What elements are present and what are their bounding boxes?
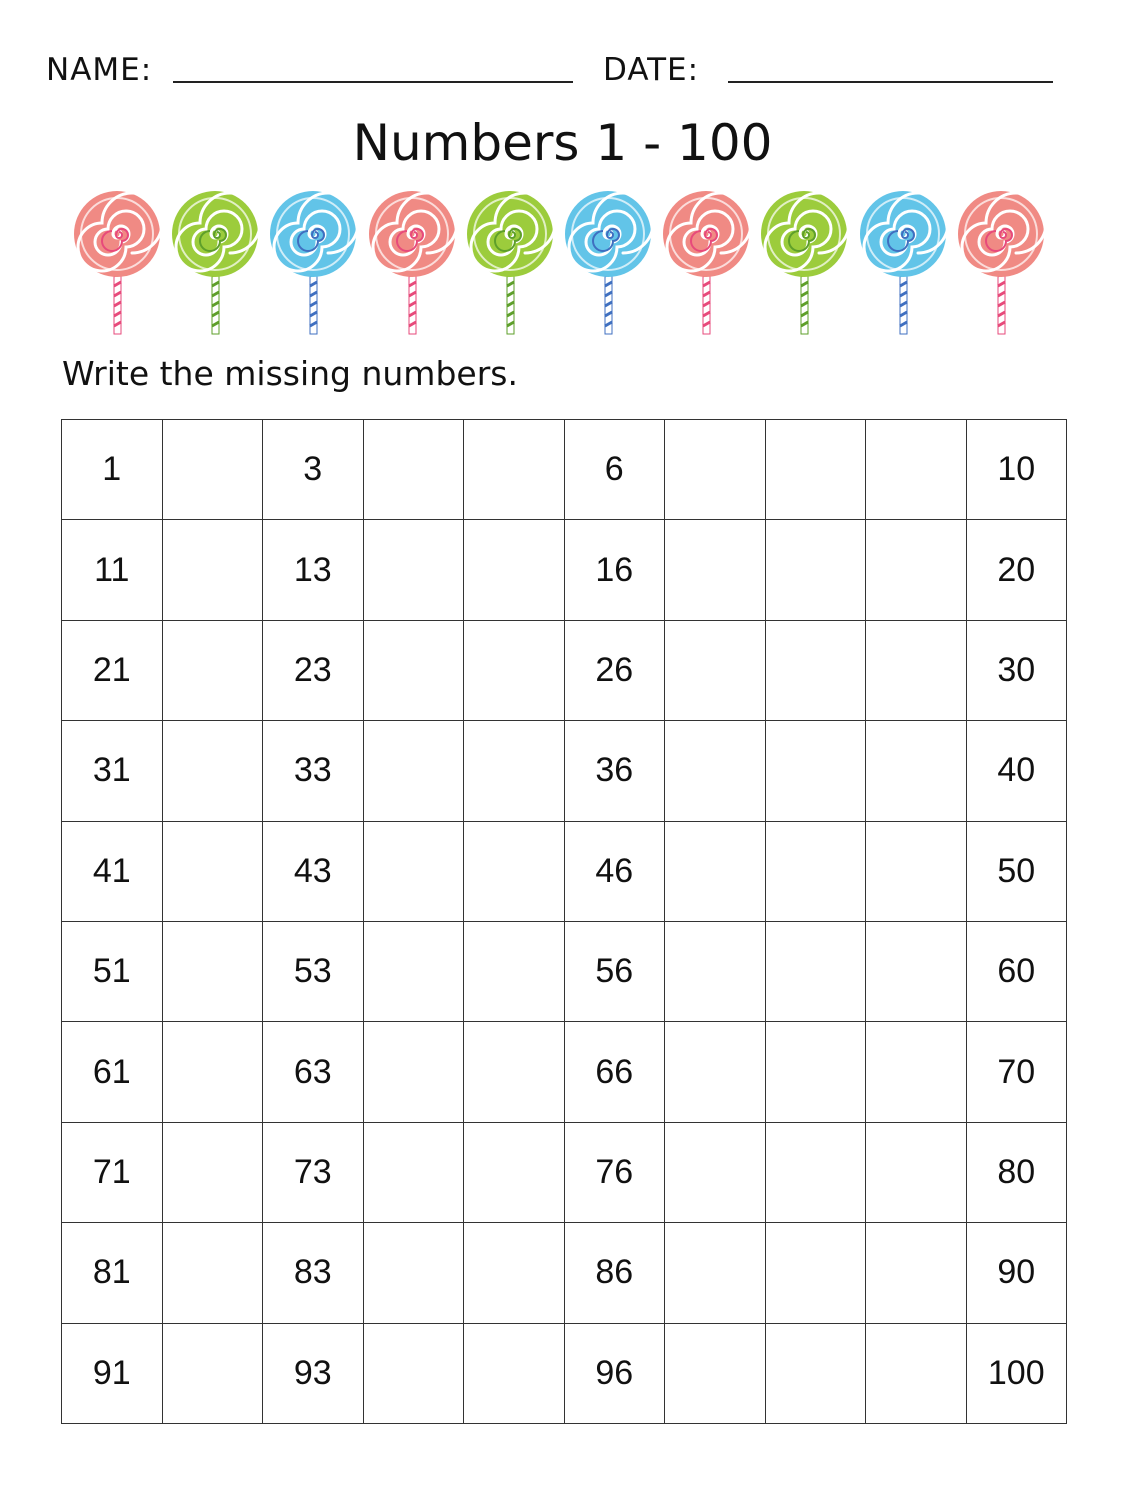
table-row: [62, 721, 1067, 821]
number-cell: 100: [966, 1323, 1067, 1423]
number-cell: 41: [62, 821, 163, 921]
number-cell: 70: [966, 1022, 1067, 1122]
table-row: [62, 821, 1067, 921]
number-cell: 3: [263, 420, 364, 520]
blank-cell[interactable]: [464, 420, 565, 520]
blank-cell[interactable]: [765, 821, 866, 921]
lollipop-row: [70, 188, 1055, 340]
lollipop-icon: [463, 188, 559, 340]
blank-cell[interactable]: [363, 721, 464, 821]
table-row: [62, 1022, 1067, 1122]
number-cell: 33: [263, 721, 364, 821]
number-cell: 30: [966, 620, 1067, 720]
blank-cell[interactable]: [765, 1122, 866, 1222]
blank-cell[interactable]: [665, 1323, 766, 1423]
date-label: DATE:: [603, 52, 700, 88]
blank-cell[interactable]: [665, 1022, 766, 1122]
blank-cell[interactable]: [765, 1022, 866, 1122]
blank-cell[interactable]: [665, 921, 766, 1021]
number-cell: 56: [564, 921, 665, 1021]
table-row: [62, 1223, 1067, 1323]
number-cell: 80: [966, 1122, 1067, 1222]
blank-cell[interactable]: [162, 821, 263, 921]
number-cell: 86: [564, 1223, 665, 1323]
number-cell: 36: [564, 721, 665, 821]
blank-cell[interactable]: [162, 1323, 263, 1423]
blank-cell[interactable]: [162, 1022, 263, 1122]
blank-cell[interactable]: [866, 1022, 967, 1122]
number-cell: 73: [263, 1122, 364, 1222]
number-cell: 16: [564, 520, 665, 620]
blank-cell[interactable]: [464, 921, 565, 1021]
blank-cell[interactable]: [464, 520, 565, 620]
blank-cell[interactable]: [765, 921, 866, 1021]
table-row: [62, 420, 1067, 520]
blank-cell[interactable]: [162, 921, 263, 1021]
blank-cell[interactable]: [665, 620, 766, 720]
number-cell: 6: [564, 420, 665, 520]
blank-cell[interactable]: [464, 1223, 565, 1323]
blank-cell[interactable]: [866, 821, 967, 921]
number-cell: 96: [564, 1323, 665, 1423]
blank-cell[interactable]: [363, 1323, 464, 1423]
date-field-line[interactable]: [728, 81, 1053, 83]
blank-cell[interactable]: [363, 921, 464, 1021]
blank-cell[interactable]: [765, 420, 866, 520]
blank-cell[interactable]: [866, 420, 967, 520]
lollipop-icon: [561, 188, 657, 340]
number-cell: 66: [564, 1022, 665, 1122]
table-row: [62, 620, 1067, 720]
blank-cell[interactable]: [464, 1122, 565, 1222]
table-row: [62, 520, 1067, 620]
lollipop-icon: [266, 188, 362, 340]
blank-cell[interactable]: [363, 620, 464, 720]
blank-cell[interactable]: [765, 721, 866, 821]
number-cell: 71: [62, 1122, 163, 1222]
number-cell: 51: [62, 921, 163, 1021]
blank-cell[interactable]: [866, 721, 967, 821]
number-cell: 83: [263, 1223, 364, 1323]
blank-cell[interactable]: [162, 1122, 263, 1222]
blank-cell[interactable]: [866, 620, 967, 720]
number-cell: 26: [564, 620, 665, 720]
number-cell: 61: [62, 1022, 163, 1122]
blank-cell[interactable]: [363, 1022, 464, 1122]
blank-cell[interactable]: [464, 1323, 565, 1423]
number-cell: 21: [62, 620, 163, 720]
blank-cell[interactable]: [162, 620, 263, 720]
instruction-text: Write the missing numbers.: [62, 354, 518, 393]
number-cell: 81: [62, 1223, 163, 1323]
blank-cell[interactable]: [162, 520, 263, 620]
number-cell: 10: [966, 420, 1067, 520]
number-cell: 31: [62, 721, 163, 821]
number-cell: 20: [966, 520, 1067, 620]
number-cell: 23: [263, 620, 364, 720]
lollipop-icon: [856, 188, 952, 340]
number-cell: 63: [263, 1022, 364, 1122]
blank-cell[interactable]: [363, 520, 464, 620]
worksheet-title: Numbers 1 - 100: [352, 114, 773, 172]
blank-cell[interactable]: [162, 1223, 263, 1323]
number-cell: 93: [263, 1323, 364, 1423]
blank-cell[interactable]: [765, 1223, 866, 1323]
number-cell: 90: [966, 1223, 1067, 1323]
blank-cell[interactable]: [363, 821, 464, 921]
blank-cell[interactable]: [866, 1122, 967, 1222]
table-row: [62, 921, 1067, 1021]
name-label: NAME:: [46, 52, 153, 88]
blank-cell[interactable]: [162, 420, 263, 520]
blank-cell[interactable]: [665, 1122, 766, 1222]
blank-cell[interactable]: [866, 1323, 967, 1423]
number-cell: 53: [263, 921, 364, 1021]
blank-cell[interactable]: [665, 821, 766, 921]
blank-cell[interactable]: [765, 620, 866, 720]
lollipop-icon: [70, 188, 166, 340]
blank-cell[interactable]: [464, 620, 565, 720]
number-cell: 1: [62, 420, 163, 520]
lollipop-icon: [365, 188, 461, 340]
blank-cell[interactable]: [363, 420, 464, 520]
blank-cell[interactable]: [162, 721, 263, 821]
blank-cell[interactable]: [665, 520, 766, 620]
lollipop-icon: [757, 188, 853, 340]
name-field-line[interactable]: [173, 81, 573, 83]
lollipop-icon: [954, 188, 1050, 340]
number-cell: 40: [966, 721, 1067, 821]
blank-cell[interactable]: [866, 1223, 967, 1323]
number-cell: 13: [263, 520, 364, 620]
blank-cell[interactable]: [363, 1122, 464, 1222]
blank-cell[interactable]: [464, 1022, 565, 1122]
blank-cell[interactable]: [765, 1323, 866, 1423]
lollipop-icon: [659, 188, 755, 340]
number-cell: 50: [966, 821, 1067, 921]
number-cell: 60: [966, 921, 1067, 1021]
blank-cell[interactable]: [464, 721, 565, 821]
table-row: [62, 1122, 1067, 1222]
number-cell: 43: [263, 821, 364, 921]
number-cell: 76: [564, 1122, 665, 1222]
number-cell: 46: [564, 821, 665, 921]
blank-cell[interactable]: [665, 1223, 766, 1323]
blank-cell[interactable]: [866, 520, 967, 620]
lollipop-icon: [168, 188, 264, 340]
hundreds-chart: [61, 419, 1067, 1424]
blank-cell[interactable]: [866, 921, 967, 1021]
blank-cell[interactable]: [665, 420, 766, 520]
number-cell: 91: [62, 1323, 163, 1423]
header-row: [46, 44, 1056, 94]
table-row: [62, 1323, 1067, 1423]
blank-cell[interactable]: [665, 721, 766, 821]
blank-cell[interactable]: [765, 520, 866, 620]
blank-cell[interactable]: [363, 1223, 464, 1323]
number-cell: 11: [62, 520, 163, 620]
blank-cell[interactable]: [464, 821, 565, 921]
